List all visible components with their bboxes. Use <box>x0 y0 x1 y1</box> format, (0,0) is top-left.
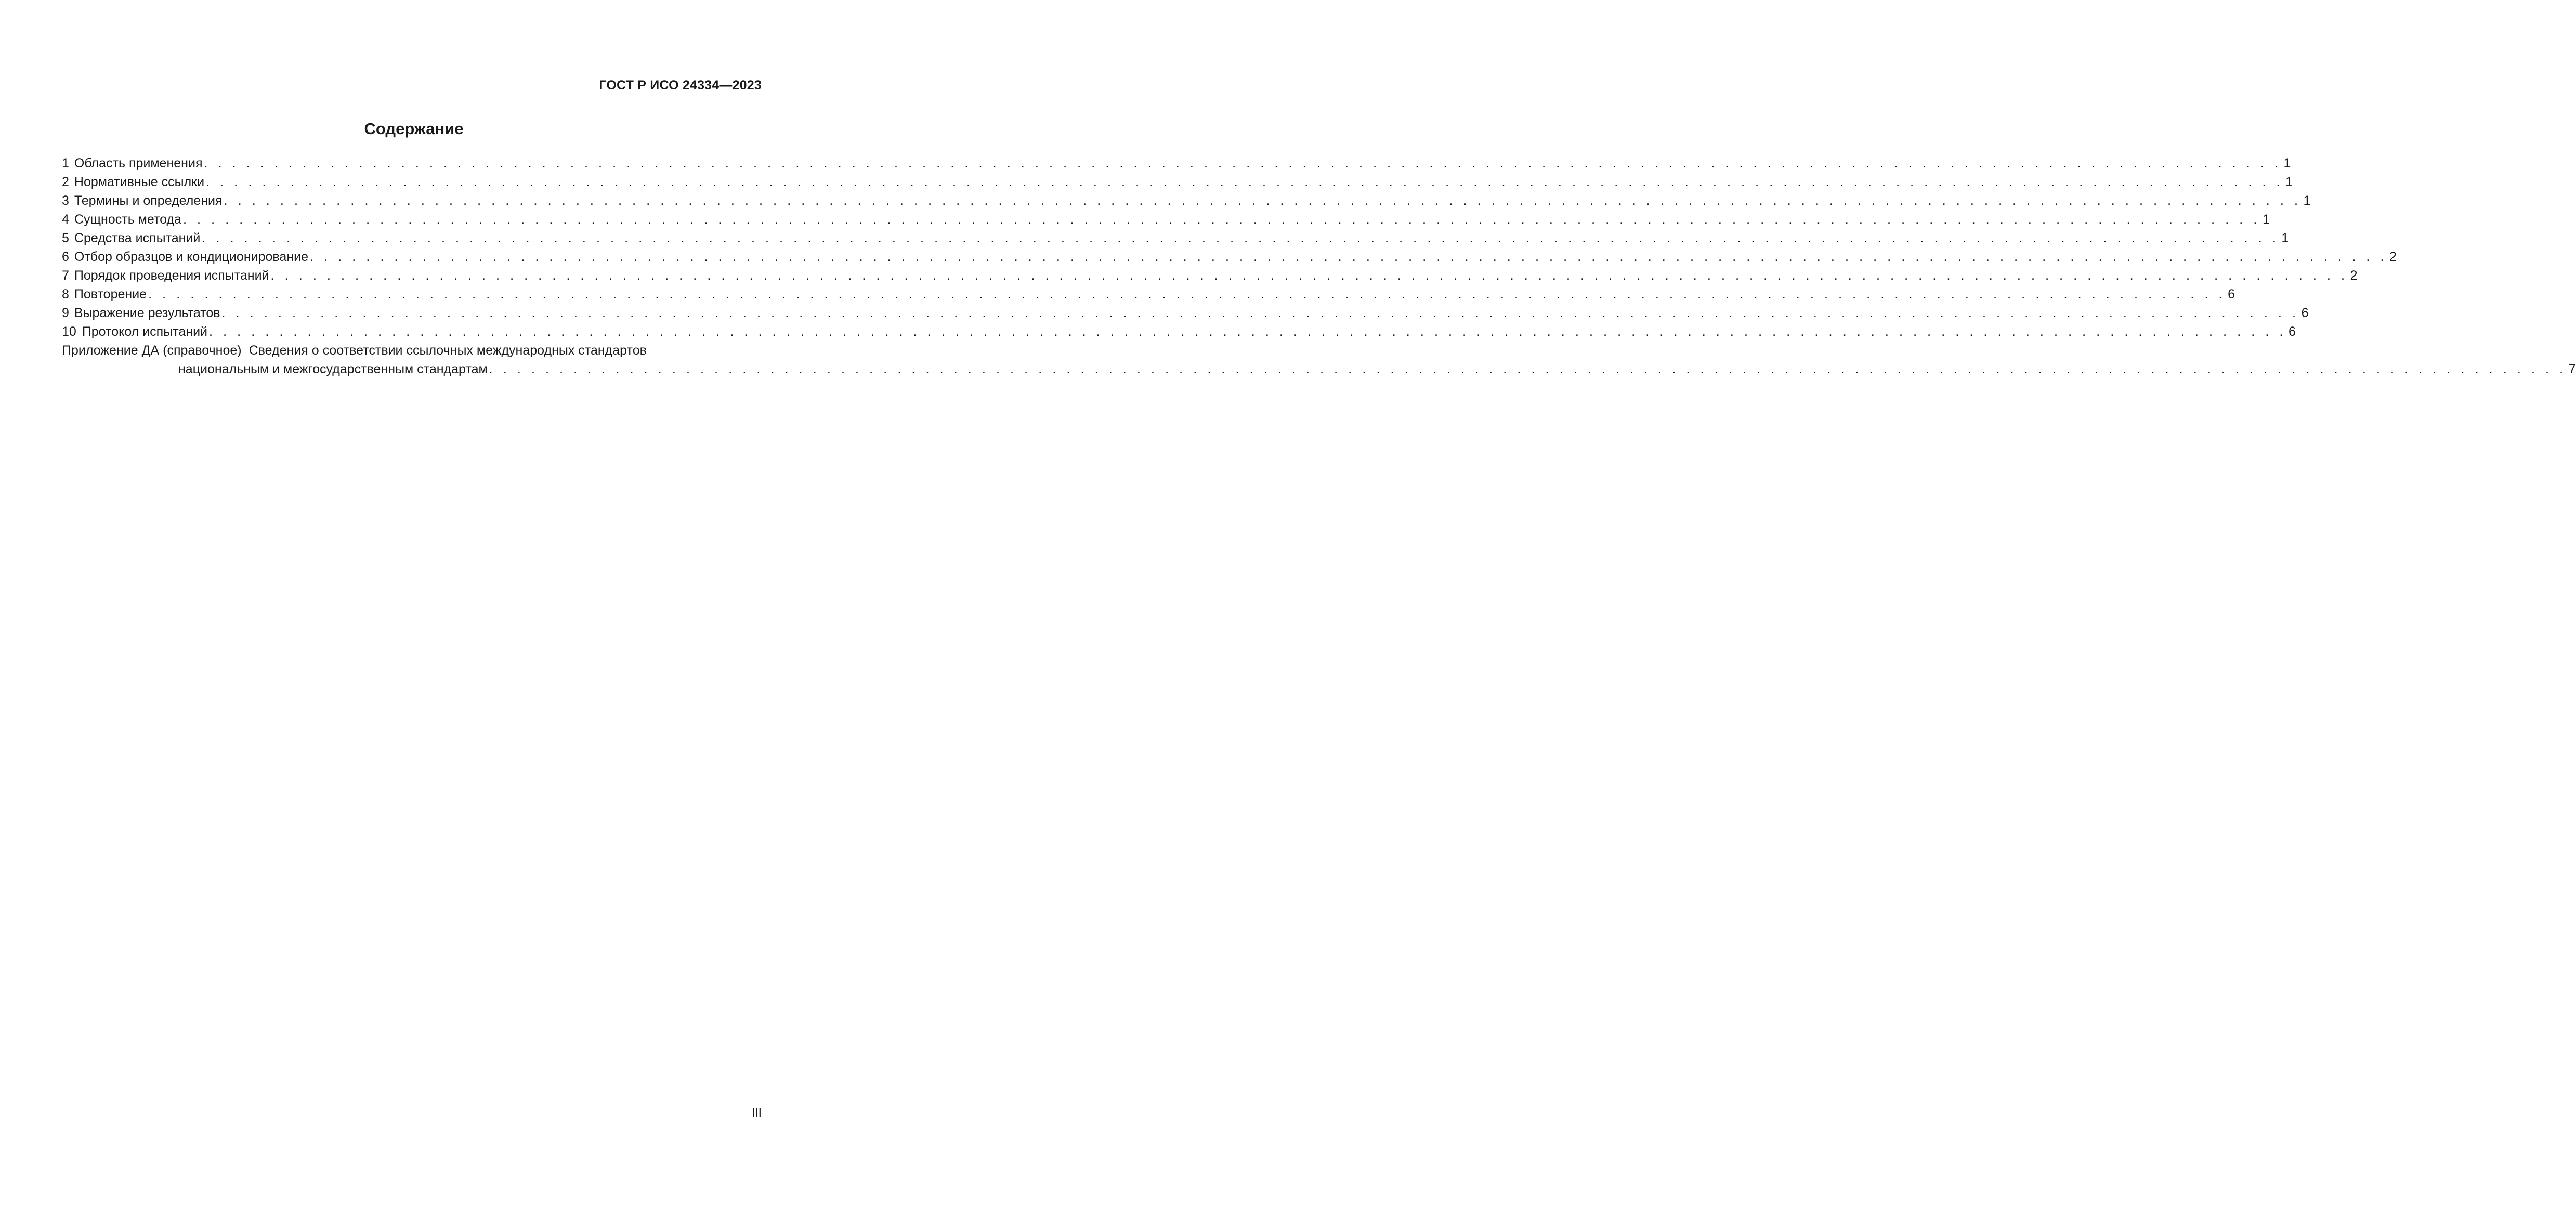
toc-entry-label <box>62 285 147 304</box>
toc-entry-label <box>62 229 200 247</box>
toc-entry-label <box>62 210 181 229</box>
toc-entry-procedure[interactable] <box>62 266 2358 285</box>
toc-leader-dots: . . . . . . . . . . . . . . . . . . . . . . . . . . . . . . . . . . . . . . . . . . . . . . . . . . . . . . . . . . . . . . . . . . . . . . . . . . . . . . . . . . . . . . . . . . . . . . . . . . . . . . . . . . . . . . . . . . . . . . . . . . . . . . . . . . . . . . . . . . . . . . . . . . . . <box>202 231 2280 245</box>
toc-entry-label <box>62 322 207 341</box>
toc-entry-apparatus[interactable] <box>62 229 2289 247</box>
toc-leader-dots: . . . . . . . . . . . . . . . . . . . . . . . . . . . . . . . . . . . . . . . . . . . . . . . . . . . . . . . . . . . . . . . . . . . . . . . . . . . . . . . . . . . . . . . . . . . . . . . . . . . . . . . . . . . . . . . . . . . . . . . . . . . . . . . . . . . . . . . . . . . . . . . . . . . . <box>209 324 2287 339</box>
toc-entry-title: Средства испытаний <box>74 231 201 245</box>
toc-entry-label <box>62 247 308 266</box>
toc-entry-sampling[interactable] <box>62 247 2397 266</box>
toc-leader-dots: . . . . . . . . . . . . . . . . . . . . . . . . . . . . . . . . . . . . . . . . . . . . . . . . . . . . . . . . . . . . . . . . . . . . . . . . . . . . . . . . . . . . . . . . . . . . . . . . . . . . . . . . . . . . . . . . . . . . . . . . . . . . . . . . . . . . . . . . . . . . . . . . . . . . <box>310 250 2388 264</box>
toc-entry-title: Термины и определения <box>74 193 223 208</box>
toc-entry-number: 10 <box>62 324 76 339</box>
document-code: ГОСТ Р ИСО 24334—2023 <box>599 78 762 93</box>
toc-leader-dots: . . . . . . . . . . . . . . . . . . . . . . . . . . . . . . . . . . . . . . . . . . . . . . . . . . . . . . . . . . . . . . . . . . . . . . . . . . . . . . . . . . . . . . . . . . . . . . . . . . . . . . . . . . . . . . . . . . . . . . . . . . . . . . . . . . . . . . . . . . . . . . . . . . . . <box>204 156 2282 171</box>
toc-entry-title: Сущность метода <box>74 212 181 227</box>
table-of-contents <box>62 154 2576 378</box>
toc-entry-label <box>62 304 220 322</box>
toc-entry-title: Область применения <box>74 156 203 171</box>
toc-entry-page: 1 <box>2262 212 2270 227</box>
toc-entry-label <box>62 266 269 285</box>
toc-entry-principle[interactable] <box>62 210 2270 229</box>
toc-entry-page: 2 <box>2350 268 2358 283</box>
toc-entry-annex-da[interactable] <box>62 341 2576 378</box>
toc-entry-number: 9 <box>62 306 69 320</box>
toc-entry-page: 1 <box>2283 156 2291 171</box>
annex-title-line1: Сведения о соответствии ссылочных международных стандартов <box>249 343 647 358</box>
toc-entry-number: 1 <box>62 156 69 171</box>
toc-leader-dots: . . . . . . . . . . . . . . . . . . . . . . . . . . . . . . . . . . . . . . . . . . . . . . . . . . . . . . . . . . . . . . . . . . . . . . . . . . . . . . . . . . . . . . . . . . . . . . . . . . . . . . . . . . . . . . . . . . . . . . . . . . . . . . . . . . . . . . . . . . . . . . . . . . . . <box>270 268 2348 283</box>
toc-entry-number: 6 <box>62 250 69 264</box>
annex-first-line <box>62 341 762 360</box>
toc-entry-terms-definitions[interactable] <box>62 191 2311 210</box>
toc-entry-title: Отбор образцов и кондиционирование <box>74 250 308 264</box>
toc-entry-title: Повторение <box>74 287 147 302</box>
toc-entry-number: 8 <box>62 287 69 302</box>
toc-entry-number: 5 <box>62 231 69 245</box>
toc-entry-page: 1 <box>2281 231 2289 245</box>
toc-entry-repetition[interactable] <box>62 285 2235 304</box>
toc-leader-dots: . . . . . . . . . . . . . . . . . . . . . . . . . . . . . . . . . . . . . . . . . . . . . . . . . . . . . . . . . . . . . . . . . . . . . . . . . . . . . . . . . . . . . . . . . . . . . . . . . . . . . . . . . . . . . . . . . . . . . . . . . . . . . . . . . . . . . . . . . . . . . . . . . . . . <box>206 175 2284 189</box>
page-number: III <box>751 1106 762 1119</box>
annex-title-line2: национальным и межгосударственным стандартам <box>178 362 488 376</box>
annex-label: Приложение ДА (справочное) <box>62 343 242 358</box>
toc-entry-page: 6 <box>2289 324 2296 339</box>
toc-entry-number: 2 <box>62 175 69 189</box>
toc-entry-title: Порядок проведения испытаний <box>74 268 269 283</box>
toc-entry-label <box>62 191 223 210</box>
toc-leader-dots: . . . . . . . . . . . . . . . . . . . . . . . . . . . . . . . . . . . . . . . . . . . . . . . . . . . . . . . . . . . . . . . . . . . . . . . . . . . . . . . . . . . . . . . . . . . . . . . . . . . . . . . . . . . . . . . . . . . . . . . . . . . . . . . . . . . . . . . . . . . . . . . . . . . . <box>489 362 2567 376</box>
toc-entry-page: 1 <box>2285 175 2293 189</box>
toc-leader-dots: . . . . . . . . . . . . . . . . . . . . . . . . . . . . . . . . . . . . . . . . . . . . . . . . . . . . . . . . . . . . . . . . . . . . . . . . . . . . . . . . . . . . . . . . . . . . . . . . . . . . . . . . . . . . . . . . . . . . . . . . . . . . . . . . . . . . . . . . . . . . . . . . . . . . <box>182 212 2260 227</box>
toc-entry-label <box>62 173 204 191</box>
toc-entry-page: 7 <box>2568 362 2576 376</box>
toc-entry-test-report[interactable] <box>62 322 2296 341</box>
toc-entry-title: Нормативные ссылки <box>74 175 205 189</box>
toc-leader-dots: . . . . . . . . . . . . . . . . . . . . . . . . . . . . . . . . . . . . . . . . . . . . . . . . . . . . . . . . . . . . . . . . . . . . . . . . . . . . . . . . . . . . . . . . . . . . . . . . . . . . . . . . . . . . . . . . . . . . . . . . . . . . . . . . . . . . . . . . . . . . . . . . . . . . <box>221 306 2299 320</box>
toc-entry-title: Протокол испытаний <box>82 324 207 339</box>
annex-second-line <box>62 360 2576 378</box>
toc-leader-dots: . . . . . . . . . . . . . . . . . . . . . . . . . . . . . . . . . . . . . . . . . . . . . . . . . . . . . . . . . . . . . . . . . . . . . . . . . . . . . . . . . . . . . . . . . . . . . . . . . . . . . . . . . . . . . . . . . . . . . . . . . . . . . . . . . . . . . . . . . . . . . . . . . . . . <box>148 287 2226 302</box>
toc-title: Содержание <box>364 120 464 138</box>
toc-entry-title: Выражение результатов <box>74 306 220 320</box>
toc-entry-page: 6 <box>2301 306 2309 320</box>
toc-entry-number: 7 <box>62 268 69 283</box>
toc-entry-number: 3 <box>62 193 69 208</box>
toc-entry-number: 4 <box>62 212 69 227</box>
toc-entry-page: 1 <box>2303 193 2311 208</box>
toc-entry-label <box>62 154 202 173</box>
toc-entry-page: 6 <box>2228 287 2235 302</box>
toc-entry-page: 2 <box>2389 250 2397 264</box>
toc-entry-expression-of-results[interactable] <box>62 304 2309 322</box>
toc-entry-normative-references[interactable] <box>62 173 2293 191</box>
toc-entry-scope[interactable] <box>62 154 2291 173</box>
toc-leader-dots: . . . . . . . . . . . . . . . . . . . . . . . . . . . . . . . . . . . . . . . . . . . . . . . . . . . . . . . . . . . . . . . . . . . . . . . . . . . . . . . . . . . . . . . . . . . . . . . . . . . . . . . . . . . . . . . . . . . . . . . . . . . . . . . . . . . . . . . . . . . . . . . . . . . . <box>224 193 2302 208</box>
